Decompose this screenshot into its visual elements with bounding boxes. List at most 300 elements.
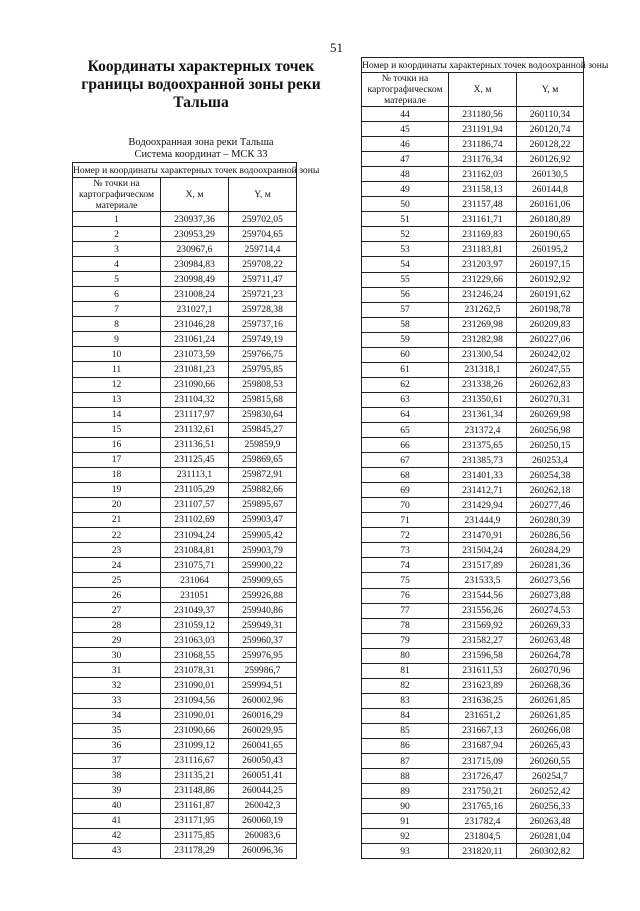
point-number-cell: 20 (73, 497, 161, 512)
x-coordinate-cell: 231099,12 (161, 738, 229, 753)
point-number-cell: 84 (362, 708, 449, 723)
x-coordinate-cell: 231300,54 (449, 347, 517, 362)
point-number-cell: 50 (362, 197, 449, 212)
table-row (362, 528, 584, 543)
point-number-cell: 58 (362, 317, 449, 332)
y-coordinate-cell: 260261,85 (517, 693, 584, 708)
point-number-cell: 92 (362, 829, 449, 844)
point-number-cell: 41 (73, 813, 161, 828)
x-coordinate-cell: 231715,09 (449, 754, 517, 769)
x-coordinate-cell: 231375,65 (449, 438, 517, 453)
table-row (362, 648, 584, 663)
y-coordinate-cell: 260144,8 (517, 182, 584, 197)
table-row (362, 663, 584, 678)
table-row (73, 663, 297, 678)
table-row (362, 257, 584, 272)
table-row (362, 498, 584, 513)
y-coordinate-cell: 260261,85 (517, 708, 584, 723)
y-coordinate-cell: 260253,4 (517, 453, 584, 468)
y-coordinate-cell: 259859,9 (229, 437, 297, 452)
page-number: 51 (330, 40, 343, 55)
x-coordinate-cell: 231084,81 (161, 543, 229, 558)
point-number-cell: 67 (362, 453, 449, 468)
y-coordinate-cell: 260263,48 (517, 633, 584, 648)
y-coordinate-cell: 260130,5 (517, 167, 584, 182)
y-coordinate-cell: 260274,53 (517, 603, 584, 618)
point-number-cell: 88 (362, 769, 449, 784)
table-row (362, 392, 584, 407)
x-coordinate-cell: 231027,1 (161, 302, 229, 317)
point-number-cell: 55 (362, 272, 449, 287)
table-row (362, 784, 584, 799)
point-number-cell: 3 (73, 242, 161, 257)
point-number-cell: 5 (73, 272, 161, 287)
table-row (73, 798, 297, 813)
x-coordinate-cell: 231169,83 (449, 227, 517, 242)
x-coordinate-cell: 231049,37 (161, 603, 229, 618)
point-number-cell: 74 (362, 558, 449, 573)
x-coordinate-cell: 231176,34 (449, 152, 517, 167)
point-number-cell: 46 (362, 137, 449, 152)
table-row (73, 317, 297, 332)
point-number-cell: 78 (362, 618, 449, 633)
table-row (73, 543, 297, 558)
table-row (73, 783, 297, 798)
table-row (73, 392, 297, 407)
y-coordinate-cell: 259903,47 (229, 512, 297, 527)
table-row (362, 543, 584, 558)
y-coordinate-cell: 260083,6 (229, 828, 297, 843)
x-coordinate-cell: 231178,29 (161, 843, 229, 858)
x-coordinate-cell: 231556,26 (449, 603, 517, 618)
y-coordinate-cell: 260180,89 (517, 212, 584, 227)
table-row (362, 152, 584, 167)
y-coordinate-cell: 259808,53 (229, 377, 297, 392)
y-coordinate-cell: 259960,37 (229, 633, 297, 648)
x-coordinate-cell: 231636,25 (449, 693, 517, 708)
x-coordinate-cell: 231470,91 (449, 528, 517, 543)
point-number-cell: 32 (73, 678, 161, 693)
table-row (362, 769, 584, 784)
column-header-point-number: № точки на картографическом материале (362, 73, 449, 107)
x-coordinate-cell: 231064 (161, 573, 229, 588)
x-coordinate-cell: 231132,61 (161, 422, 229, 437)
x-coordinate-cell: 231075,71 (161, 558, 229, 573)
table-row (73, 422, 297, 437)
table-row (362, 558, 584, 573)
point-number-cell: 69 (362, 483, 449, 498)
table-row (73, 527, 297, 542)
y-coordinate-cell: 260281,04 (517, 829, 584, 844)
table-row (73, 603, 297, 618)
point-number-cell: 31 (73, 663, 161, 678)
point-number-cell: 22 (73, 527, 161, 542)
point-number-cell: 77 (362, 603, 449, 618)
y-coordinate-cell: 260120,74 (517, 122, 584, 137)
y-coordinate-cell: 260050,43 (229, 753, 297, 768)
point-number-cell: 35 (73, 723, 161, 738)
x-coordinate-cell: 231229,66 (449, 272, 517, 287)
y-coordinate-cell: 260256,33 (517, 799, 584, 814)
point-number-cell: 80 (362, 648, 449, 663)
point-number-cell: 93 (362, 844, 449, 859)
x-coordinate-cell: 231401,33 (449, 468, 517, 483)
x-coordinate-cell: 231203,97 (449, 257, 517, 272)
table-row (362, 844, 584, 859)
table-row (362, 347, 584, 362)
y-coordinate-cell: 260266,08 (517, 723, 584, 738)
y-coordinate-cell: 260242,02 (517, 347, 584, 362)
x-coordinate-cell: 231090,66 (161, 377, 229, 392)
y-coordinate-cell: 260284,29 (517, 543, 584, 558)
x-coordinate-cell: 231104,32 (161, 392, 229, 407)
table-row (362, 197, 584, 212)
table-row (362, 799, 584, 814)
table-row (73, 588, 297, 603)
y-coordinate-cell: 260060,19 (229, 813, 297, 828)
table-row (362, 227, 584, 242)
y-coordinate-cell: 259949,31 (229, 618, 297, 633)
x-coordinate-cell: 231517,89 (449, 558, 517, 573)
y-coordinate-cell: 260286,56 (517, 528, 584, 543)
x-coordinate-cell: 231544,56 (449, 588, 517, 603)
x-coordinate-cell: 231651,2 (449, 708, 517, 723)
point-number-cell: 90 (362, 799, 449, 814)
point-number-cell: 62 (362, 377, 449, 392)
table-row (73, 332, 297, 347)
x-coordinate-cell: 231820,11 (449, 844, 517, 859)
point-number-cell: 89 (362, 784, 449, 799)
point-number-cell: 4 (73, 257, 161, 272)
x-coordinate-cell: 231051 (161, 588, 229, 603)
x-coordinate-cell: 231338,26 (449, 377, 517, 392)
y-coordinate-cell: 259737,16 (229, 317, 297, 332)
y-coordinate-cell: 259895,67 (229, 497, 297, 512)
x-coordinate-cell: 231318,1 (449, 362, 517, 377)
y-coordinate-cell: 259702,05 (229, 212, 297, 227)
y-coordinate-cell: 259749,19 (229, 332, 297, 347)
x-coordinate-cell: 231429,94 (449, 498, 517, 513)
x-coordinate-cell: 231361,34 (449, 407, 517, 422)
table-header: Номер и координаты характерных точек водоохранной зоны (73, 164, 320, 176)
table-row (73, 723, 297, 738)
table-row (73, 738, 297, 753)
y-coordinate-cell: 259815,68 (229, 392, 297, 407)
x-coordinate-cell: 231136,51 (161, 437, 229, 452)
point-number-cell: 47 (362, 152, 449, 167)
x-coordinate-cell: 231186,74 (449, 137, 517, 152)
point-number-cell: 52 (362, 227, 449, 242)
column-header-x: X, м (161, 178, 229, 212)
table-row (73, 497, 297, 512)
y-coordinate-cell: 260263,48 (517, 814, 584, 829)
x-coordinate-cell: 230967,6 (161, 242, 229, 257)
x-coordinate-cell: 231094,56 (161, 693, 229, 708)
y-coordinate-cell: 260277,46 (517, 498, 584, 513)
x-coordinate-cell: 231175,85 (161, 828, 229, 843)
point-number-cell: 60 (362, 347, 449, 362)
caption-water-zone: Водоохранная зона реки Тальша (128, 137, 274, 148)
table-row (73, 843, 297, 858)
y-coordinate-cell: 260270,31 (517, 392, 584, 407)
table-row (362, 468, 584, 483)
point-number-cell: 45 (362, 122, 449, 137)
point-number-cell: 54 (362, 257, 449, 272)
table-row (362, 107, 584, 122)
point-number-cell: 83 (362, 693, 449, 708)
point-number-cell: 23 (73, 543, 161, 558)
x-coordinate-cell: 231582,27 (449, 633, 517, 648)
table-row (362, 242, 584, 257)
table-row (73, 227, 297, 242)
x-coordinate-cell: 231113,1 (161, 467, 229, 482)
x-coordinate-cell: 231782,4 (449, 814, 517, 829)
point-number-cell: 59 (362, 332, 449, 347)
point-number-cell: 27 (73, 603, 161, 618)
y-coordinate-cell: 259714,4 (229, 242, 297, 257)
y-coordinate-cell: 260209,83 (517, 317, 584, 332)
point-number-cell: 79 (362, 633, 449, 648)
y-coordinate-cell: 260044,25 (229, 783, 297, 798)
y-coordinate-cell: 260126,92 (517, 152, 584, 167)
x-coordinate-cell: 231094,24 (161, 527, 229, 542)
point-number-cell: 87 (362, 754, 449, 769)
table-row (73, 708, 297, 723)
table-row (362, 588, 584, 603)
x-coordinate-cell: 231246,24 (449, 287, 517, 302)
point-number-cell: 38 (73, 768, 161, 783)
point-number-cell: 36 (73, 738, 161, 753)
point-number-cell: 68 (362, 468, 449, 483)
caption-coordinate-system: Система координат – МСК 33 (134, 149, 268, 160)
y-coordinate-cell: 260254,7 (517, 769, 584, 784)
table-row (362, 302, 584, 317)
point-number-cell: 9 (73, 332, 161, 347)
x-coordinate-cell: 231569,92 (449, 618, 517, 633)
point-number-cell: 82 (362, 678, 449, 693)
point-number-cell: 61 (362, 362, 449, 377)
point-number-cell: 14 (73, 407, 161, 422)
y-coordinate-cell: 259845,27 (229, 422, 297, 437)
x-coordinate-cell: 231533,5 (449, 573, 517, 588)
table-row (362, 407, 584, 422)
y-coordinate-cell: 259882,66 (229, 482, 297, 497)
point-number-cell: 8 (73, 317, 161, 332)
point-number-cell: 15 (73, 422, 161, 437)
y-coordinate-cell: 260190,65 (517, 227, 584, 242)
table-row (362, 754, 584, 769)
y-coordinate-cell: 259728,38 (229, 302, 297, 317)
table-row (73, 573, 297, 588)
table-header: Номер и координаты характерных точек водоохранной зоны (362, 59, 609, 71)
point-number-cell: 49 (362, 182, 449, 197)
point-number-cell: 11 (73, 362, 161, 377)
y-coordinate-cell: 260256,98 (517, 422, 584, 437)
table-row (73, 467, 297, 482)
table-row (362, 453, 584, 468)
point-number-cell: 75 (362, 573, 449, 588)
x-coordinate-cell: 231504,24 (449, 543, 517, 558)
table-row (362, 167, 584, 182)
table-row (362, 513, 584, 528)
y-coordinate-cell: 259795,85 (229, 362, 297, 377)
x-coordinate-cell: 231623,89 (449, 678, 517, 693)
point-number-cell: 24 (73, 558, 161, 573)
document-title: Координаты характерных точек границы водоохранной зоны реки Тальша (81, 58, 321, 111)
y-coordinate-cell: 260273,88 (517, 588, 584, 603)
y-coordinate-cell: 259721,23 (229, 287, 297, 302)
x-coordinate-cell: 231412,71 (449, 483, 517, 498)
x-coordinate-cell: 231148,86 (161, 783, 229, 798)
y-coordinate-cell: 260269,33 (517, 618, 584, 633)
point-number-cell: 53 (362, 242, 449, 257)
x-coordinate-cell: 231116,67 (161, 753, 229, 768)
table-row (362, 377, 584, 392)
point-number-cell: 70 (362, 498, 449, 513)
table-row (362, 829, 584, 844)
table-row (73, 828, 297, 843)
column-header-point-number: № точки на картографическом материале (73, 178, 161, 212)
y-coordinate-cell: 260270,96 (517, 663, 584, 678)
y-coordinate-cell: 260191,62 (517, 287, 584, 302)
y-coordinate-cell: 260195,2 (517, 242, 584, 257)
point-number-cell: 21 (73, 512, 161, 527)
point-number-cell: 71 (362, 513, 449, 528)
y-coordinate-cell: 259994,51 (229, 678, 297, 693)
x-coordinate-cell: 231372,4 (449, 422, 517, 437)
table-row (73, 437, 297, 452)
x-coordinate-cell: 231269,98 (449, 317, 517, 332)
y-coordinate-cell: 259940,86 (229, 603, 297, 618)
x-coordinate-cell: 231090,01 (161, 708, 229, 723)
table-row (73, 242, 297, 257)
x-coordinate-cell: 231105,29 (161, 482, 229, 497)
x-coordinate-cell: 231135,21 (161, 768, 229, 783)
point-number-cell: 91 (362, 814, 449, 829)
table-row (73, 512, 297, 527)
point-number-cell: 81 (362, 663, 449, 678)
x-coordinate-cell: 231078,31 (161, 663, 229, 678)
column-header-x: X, м (449, 73, 517, 107)
y-coordinate-cell: 260042,3 (229, 798, 297, 813)
y-coordinate-cell: 260002,96 (229, 693, 297, 708)
y-coordinate-cell: 259766,75 (229, 347, 297, 362)
y-coordinate-cell: 260197,15 (517, 257, 584, 272)
point-number-cell: 39 (73, 783, 161, 798)
table-row (73, 362, 297, 377)
x-coordinate-cell: 230984,83 (161, 257, 229, 272)
table-row (73, 558, 297, 573)
point-number-cell: 72 (362, 528, 449, 543)
table-row (362, 362, 584, 377)
coordinates-table-right (361, 57, 609, 859)
y-coordinate-cell: 260250,15 (517, 438, 584, 453)
y-coordinate-cell: 260265,43 (517, 738, 584, 753)
point-number-cell: 40 (73, 798, 161, 813)
table-row (362, 438, 584, 453)
y-coordinate-cell: 260016,29 (229, 708, 297, 723)
y-coordinate-cell: 260128,22 (517, 137, 584, 152)
point-number-cell: 85 (362, 723, 449, 738)
x-coordinate-cell: 231687,94 (449, 738, 517, 753)
point-number-cell: 34 (73, 708, 161, 723)
point-number-cell: 56 (362, 287, 449, 302)
x-coordinate-cell: 231171,95 (161, 813, 229, 828)
x-coordinate-cell: 231161,71 (449, 212, 517, 227)
x-coordinate-cell: 231073,59 (161, 347, 229, 362)
x-coordinate-cell: 231444,9 (449, 513, 517, 528)
y-coordinate-cell: 259869,65 (229, 452, 297, 467)
x-coordinate-cell: 231059,12 (161, 618, 229, 633)
table-row (73, 693, 297, 708)
y-coordinate-cell: 259704,65 (229, 227, 297, 242)
point-number-cell: 86 (362, 738, 449, 753)
y-coordinate-cell: 259905,42 (229, 527, 297, 542)
table-row (362, 422, 584, 437)
y-coordinate-cell: 260252,42 (517, 784, 584, 799)
point-number-cell: 51 (362, 212, 449, 227)
table-row (362, 483, 584, 498)
y-coordinate-cell: 260110,34 (517, 107, 584, 122)
x-coordinate-cell: 231161,87 (161, 798, 229, 813)
table-row (362, 272, 584, 287)
table-row (362, 723, 584, 738)
table-row (73, 377, 297, 392)
point-number-cell: 16 (73, 437, 161, 452)
table-row (73, 407, 297, 422)
x-coordinate-cell: 231180,56 (449, 107, 517, 122)
y-coordinate-cell: 260198,78 (517, 302, 584, 317)
point-number-cell: 42 (73, 828, 161, 843)
y-coordinate-cell: 260041,65 (229, 738, 297, 753)
x-coordinate-cell: 231611,53 (449, 663, 517, 678)
x-coordinate-cell: 231385,73 (449, 453, 517, 468)
table-row (73, 287, 297, 302)
x-coordinate-cell: 231282,98 (449, 332, 517, 347)
point-number-cell: 76 (362, 588, 449, 603)
y-coordinate-cell: 260096,36 (229, 843, 297, 858)
y-coordinate-cell: 260264,78 (517, 648, 584, 663)
y-coordinate-cell: 259830,64 (229, 407, 297, 422)
table-row (362, 212, 584, 227)
table-row (73, 753, 297, 768)
point-number-cell: 43 (73, 843, 161, 858)
x-coordinate-cell: 231008,24 (161, 287, 229, 302)
y-coordinate-cell: 260262,18 (517, 483, 584, 498)
x-coordinate-cell: 230998,49 (161, 272, 229, 287)
point-number-cell: 29 (73, 633, 161, 648)
y-coordinate-cell: 260161,06 (517, 197, 584, 212)
table-row (73, 482, 297, 497)
point-number-cell: 73 (362, 543, 449, 558)
y-coordinate-cell: 260227,06 (517, 332, 584, 347)
table-row (362, 317, 584, 332)
x-coordinate-cell: 231107,57 (161, 497, 229, 512)
table-row (73, 347, 297, 362)
table-row (73, 633, 297, 648)
table-row (73, 768, 297, 783)
y-coordinate-cell: 259926,88 (229, 588, 297, 603)
x-coordinate-cell: 230937,36 (161, 212, 229, 227)
point-number-cell: 66 (362, 438, 449, 453)
point-number-cell: 63 (362, 392, 449, 407)
x-coordinate-cell: 231667,13 (449, 723, 517, 738)
y-coordinate-cell: 260051,41 (229, 768, 297, 783)
table-row (362, 693, 584, 708)
y-coordinate-cell: 260254,38 (517, 468, 584, 483)
y-coordinate-cell: 259872,91 (229, 467, 297, 482)
point-number-cell: 12 (73, 377, 161, 392)
